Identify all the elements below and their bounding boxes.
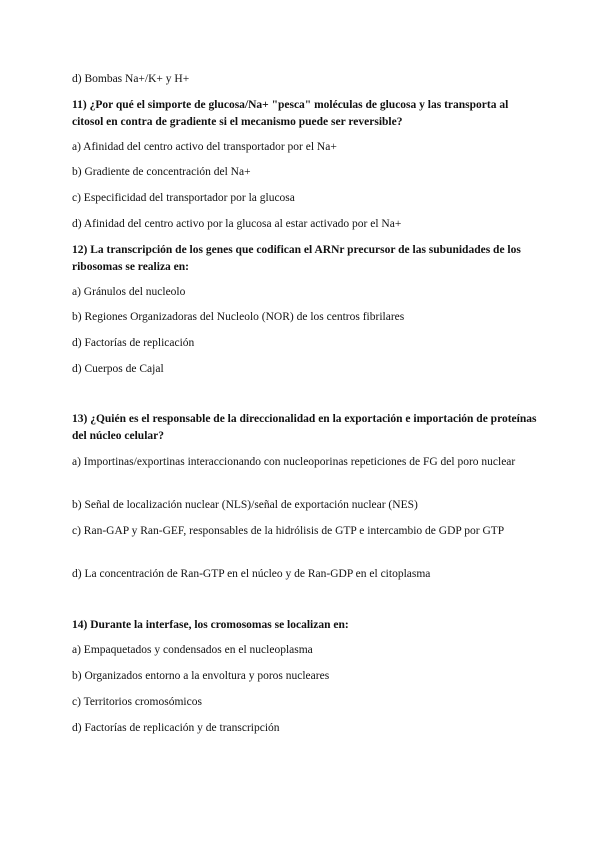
- answer-option: b) Organizados entorno a la envoltura y poros nucleares: [72, 670, 330, 682]
- answer-option: c) Territorios cromosómicos: [72, 696, 202, 708]
- answer-option: c) Especificidad del transportador por la glucosa: [72, 192, 295, 204]
- answer-option: a) Afinidad del centro activo del transportador por el Na+: [72, 141, 337, 153]
- question-14: 14) Durante la interfase, los cromosomas se localizan en:: [72, 619, 349, 631]
- answer-option: d) Bombas Na+/K+ y H+: [72, 73, 190, 85]
- answer-option: a) Empaquetados y condensados en el nucleoplasma: [72, 644, 313, 656]
- answer-option: a) Gránulos del nucleolo: [72, 286, 186, 298]
- answer-option: d) Factorías de replicación y de transcripción: [72, 722, 280, 734]
- question-13: 13) ¿Quién es el responsable de la direccionalidad en la exportación e importación de proteínas del núcleo celular?: [72, 413, 537, 442]
- answer-option: c) Ran-GAP y Ran-GEF, responsables de la hidrólisis de GTP e intercambio de GDP por GTP: [72, 525, 505, 537]
- answer-option: d) La concentración de Ran-GTP en el núcleo y de Ran-GDP en el citoplasma: [72, 568, 431, 580]
- answer-option: b) Regiones Organizadoras del Nucleolo (NOR) de los centros fibrilares: [72, 311, 405, 323]
- answer-option: d) Factorías de replicación: [72, 337, 195, 349]
- answer-option: a) Importinas/exportinas interaccionando con nucleoporinas repeticiones de FG del poro nuclear: [72, 456, 516, 468]
- answer-option: d) Afinidad del centro activo por la glucosa al estar activado por el Na+: [72, 218, 402, 230]
- answer-option: b) Gradiente de concentración del Na+: [72, 166, 251, 178]
- question-11: 11) ¿Por qué el simporte de glucosa/Na+ "pesca" moléculas de glucosa y las transporta al citosol en contra de gradiente si el mecanismo puede ser reversible?: [72, 99, 509, 128]
- answer-option: d) Cuerpos de Cajal: [72, 363, 164, 375]
- question-12: 12) La transcripción de los genes que codifican el ARNr precursor de las subunidades de los ribosomas se realiza en:: [72, 244, 521, 273]
- answer-option: b) Señal de localización nuclear (NLS)/señal de exportación nuclear (NES): [72, 499, 418, 511]
